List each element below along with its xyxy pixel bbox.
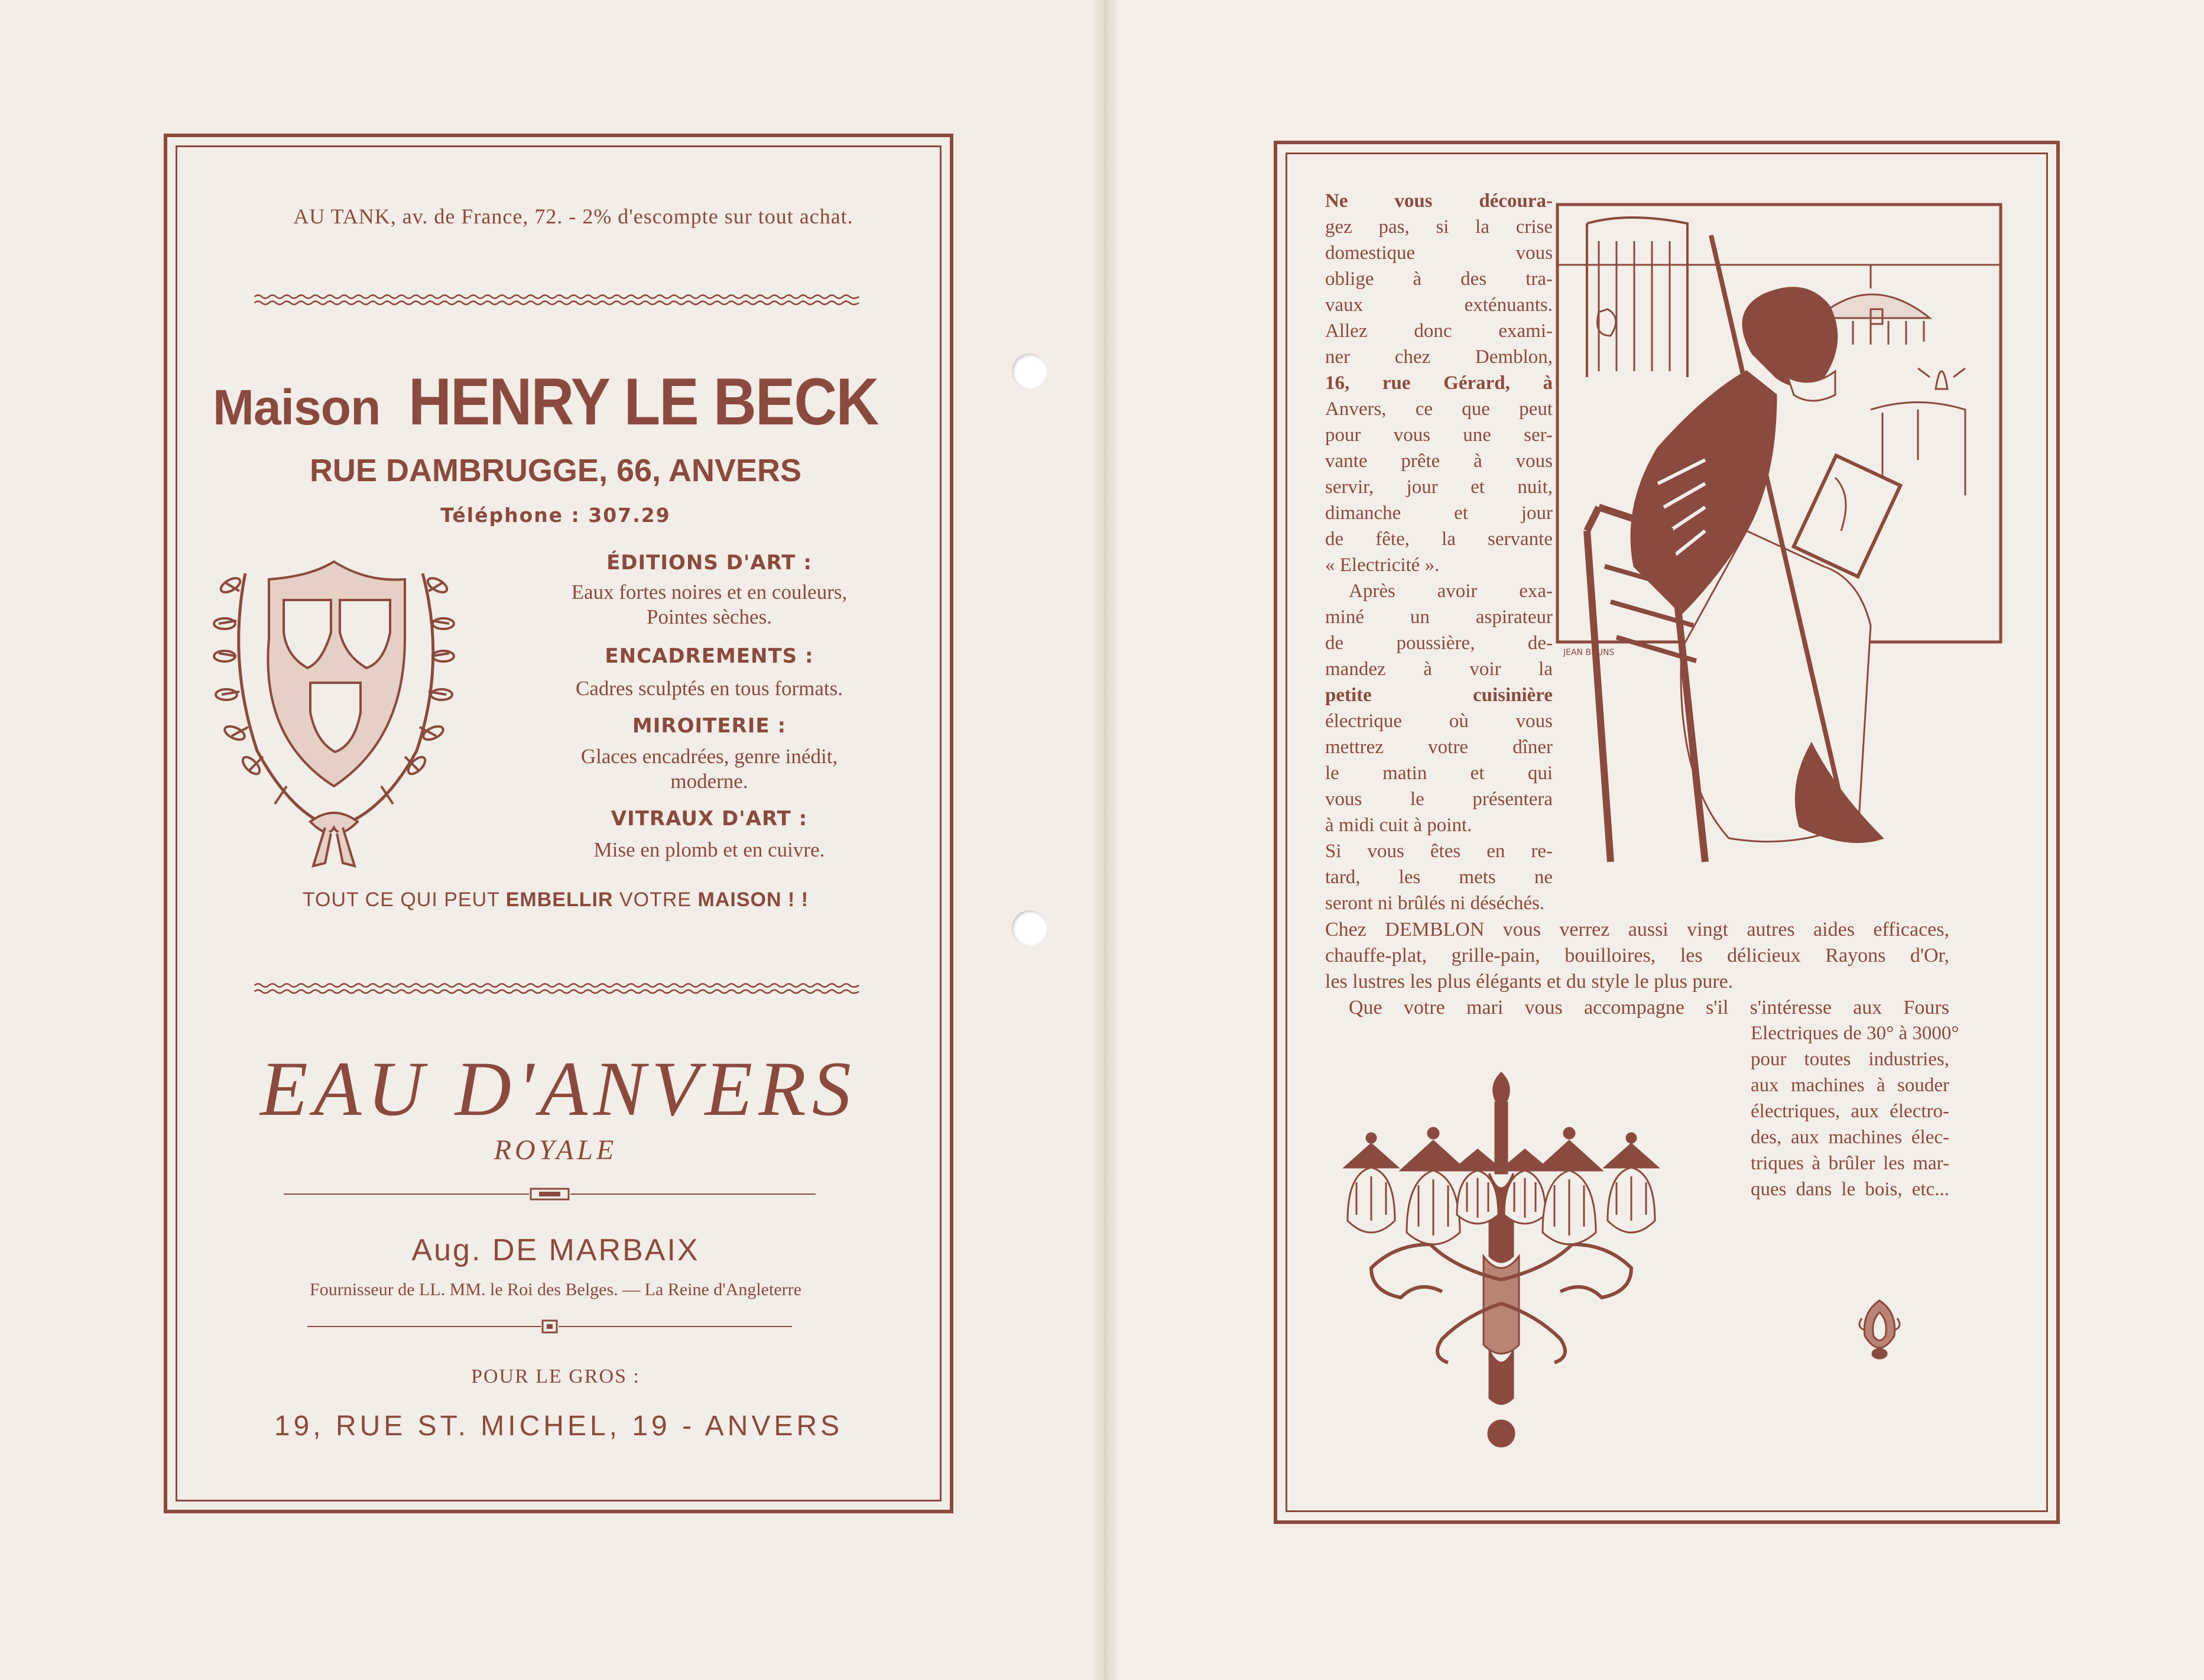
text-line: de poussière, de- <box>1325 633 1553 654</box>
text-line: à midi cuit à point. <box>1325 815 1472 836</box>
text-line: petite cuisinière <box>1325 685 1553 706</box>
eau-wholesale: POUR LE GROS : <box>471 1366 640 1387</box>
lebeck-title <box>201 364 916 440</box>
text-line: domestique vous <box>1325 242 1553 264</box>
text-line: mandez à voir la <box>1325 659 1553 680</box>
book-gutter <box>1093 0 1117 1680</box>
text-line: miné un aspirateur <box>1325 607 1553 628</box>
text-line: Chez DEMBLON vous verrez aussi vingt autres aides efficaces, <box>1325 919 1949 940</box>
text-line: Ne vous découra- <box>1325 190 1553 212</box>
text-line: aux machines à souder <box>1751 1075 1949 1096</box>
text-line: vous le présentera <box>1325 789 1553 810</box>
section-line: Eaux fortes noires et en couleurs, <box>571 580 848 604</box>
text-line: Allez donc exami- <box>1325 320 1553 342</box>
coat-of-arms-illustration <box>204 544 517 881</box>
text-line: chauffe-plat, grille-pain, bouilloires, les délicieux Rayons d'Or, <box>1325 945 1949 967</box>
section-line: Glaces encadrées, genre inédit, <box>580 745 838 768</box>
ornament-rule-2 <box>307 1319 792 1334</box>
text-line: électriques, aux électro- <box>1751 1101 1949 1122</box>
section-heading-editions: ÉDITIONS D'ART : <box>606 551 812 575</box>
text-line: le matin et qui <box>1325 763 1553 784</box>
text-line: gez pas, si la crise <box>1325 216 1553 238</box>
divider-wavy-middle <box>208 981 905 997</box>
text-line: vante prête à vous <box>1325 450 1553 472</box>
top-notice: AU TANK, av. de France, 72. - 2% d'escompte sur tout achat. <box>293 205 853 228</box>
text-line: seront ni brûlés ni déséchés. <box>1325 893 1545 914</box>
eau-supplier: Fournisseur de LL. MM. le Roi des Belges. — La Reine d'Angleterre <box>310 1280 801 1299</box>
eau-subtitle: ROYALE <box>494 1134 618 1166</box>
text-line: « Electricité ». <box>1325 554 1440 576</box>
text-line: servir, jour et nuit, <box>1325 476 1553 498</box>
lebeck-phone: Téléphone : 307.29 <box>440 504 671 527</box>
section-heading-vitraux: VITRAUX D'ART : <box>611 807 808 831</box>
punch-hole <box>1012 910 1047 946</box>
text-line: pour toutes industries, <box>1751 1049 1949 1070</box>
lebeck-name: HENRY LE BECK <box>408 365 878 439</box>
text-line: dimanche et jour <box>1325 502 1553 524</box>
text-line: électrique où vous <box>1325 711 1553 732</box>
text-line: des, aux machines élec- <box>1751 1127 1949 1148</box>
section-line: Mise en plomb et en cuivre. <box>593 838 825 861</box>
text-line: mettrez votre dîner <box>1325 737 1553 758</box>
lebeck-address: RUE DAMBRUGGE, 66, ANVERS <box>309 453 802 488</box>
text-line: tard, les mets ne <box>1325 867 1553 888</box>
divider-wavy-top <box>208 293 905 308</box>
section-line: Cadres sculptés en tous formats. <box>576 677 843 700</box>
text-line: ner chez Demblon, <box>1325 346 1553 368</box>
right-page <box>1117 0 2204 1680</box>
text-line: ques dans le bois, etc... <box>1751 1179 1949 1200</box>
text-line: Si vous êtes en re- <box>1325 841 1553 862</box>
text-line: triques à brûler les mar- <box>1751 1153 1949 1174</box>
chandelier-illustration <box>1336 1067 1667 1451</box>
signature: JEAN BRUNS <box>1563 648 1615 657</box>
fleuron-ornament <box>1856 1295 1903 1366</box>
eau-address: 19, RUE ST. MICHEL, 19 - ANVERS <box>274 1410 843 1442</box>
text-line: oblige à des tra- <box>1325 268 1553 290</box>
text-line: vaux exténuants. <box>1325 294 1553 316</box>
text-line: les lustres les plus élégants et du style le plus pure. <box>1325 971 1734 993</box>
section-line: Pointes sèches. <box>647 605 772 628</box>
text-line: 16, rue Gérard, à <box>1325 372 1553 394</box>
eau-maker: Aug. DE MARBAIX <box>411 1233 700 1267</box>
text-line: Après avoir exa- <box>1349 580 1553 602</box>
text-line: pour vous une ser- <box>1325 424 1553 446</box>
text-line: Que votre mari vous accompagne s'il s'intéresse aux Fours <box>1349 997 1949 1019</box>
text-line: Anvers, ce que peut <box>1325 398 1553 420</box>
ornament-rule-1 <box>284 1185 816 1203</box>
punch-hole <box>1012 353 1047 389</box>
woman-broom-illustration <box>1551 200 2007 868</box>
section-line: moderne. <box>670 770 748 793</box>
text-line: Electriques de 30° à 3000° <box>1751 1023 1959 1044</box>
section-heading-miroiterie: MIROITERIE : <box>632 714 787 738</box>
eau-title: EAU D'ANVERS <box>260 1045 857 1132</box>
text-line: de fête, la servante <box>1325 528 1553 550</box>
section-heading-encadrements: ENCADREMENTS : <box>605 644 814 668</box>
lebeck-maison: Maison <box>213 380 381 435</box>
lebeck-tagline: TOUT CE QUI PEUT EMBELLIR VOTRE MAISON ! ! <box>302 888 809 911</box>
